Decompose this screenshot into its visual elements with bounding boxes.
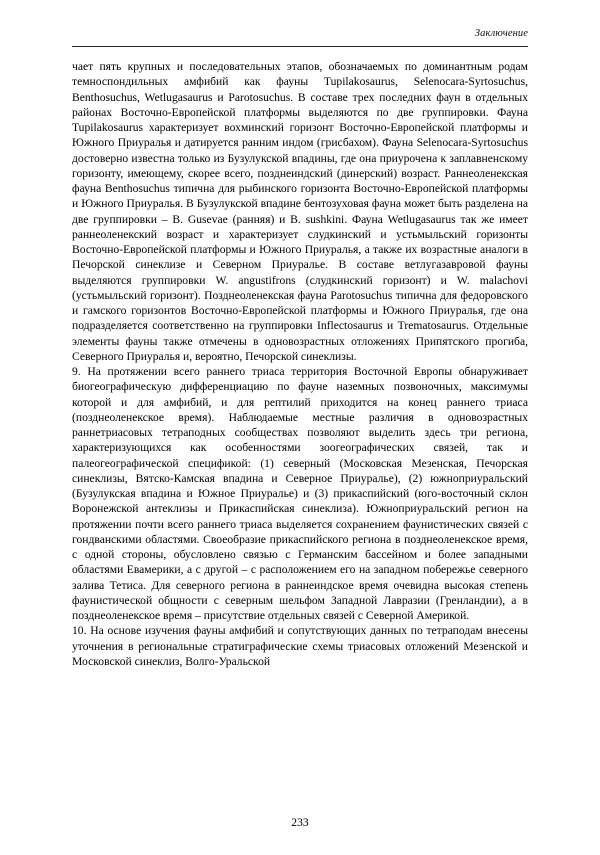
paragraph-item-9: 9. На протяжении всего раннего триаса территория Восточной Европы обнаруживает биогеографическую дифференциацию по фауне наземных позвоночных, максимумы которой и для амфибий, и для рептилий приходится на конец раннего триаса (позднеоленекское время). Наблюдаемые местные различия в одновозрастных раннетриасовых тетраподных сообществах позволяют выделить здесь три региона, характеризующихся как особенностями зоогеографических связей, так и палеогеографической спецификой: (1) северный (Московская Мезенская, Печорская синеклизы, Вятско-Камская впадина и Северное Приуралье), (2) южноприуральский (Бузулукская впадина и Южное Приуралье) и (3) прикаспийский (юго-восточный склон Воронежской антеклизы и Прикаспийская синеклиза). Южноприуральский регион на протяжении почти всего раннего триаса выделяется сохранением фаунистических связей с гондванскими областями. Своеобразие прикаспийского региона в позднеоленекское время, с одной стороны, обусловлено связью с Германским бассейном и более западными областями Евамерики, а с другой – с расположением его на западном побережье северного залива Тетиса. Для северного региона в раннеиндское время очевидна высокая степень фаунистической общности с северным шельфом Западной Лавразии (Гренландии), а в позднеоленекское время – присутствие отдельных связей с Северной Америкой. [72, 365, 528, 622]
running-head: Заключение [474, 28, 528, 39]
body-text [72, 59, 528, 669]
page-number: 233 [291, 816, 309, 829]
header-rule [72, 46, 528, 47]
paragraph-continued: чает пять крупных и последовательных этапов, обозначаемых по доминантным родам темноспондильных амфибий как фауны Tupilakosaurus, Selenocara-Syrtosuchus, Benthosuchus, Wetlugasaurus и Parotosuchus. В составе трех последних фаун в отдельных районах Восточно-Европейской платформы выделяются по две группировки. Фауна Tupilakosaurus характеризует вохминский горизонт Восточно-Европейской платформы и Южного Приуралья и датируется ранним индом (грисбахом). Фауна Selenocara-Syrtosuchus достоверно известна только из Бузулукской впадины, где она приурочена к заплавненскому горизонту, имеющему, скорее всего, позднеиндский (динерский) возраст. Раннеоленекская фауна Benthosuchus типична для рыбинского горизонта Восточно-Европейской платформы и Южного Приуралья. В Бузулукской впадине бентозуховая фауна может быть разделена на две группировки – B. Gusevae (ранняя) и B. sushkini. Фауна Wetlugasaurus так же имеет раннеоленекский возраст и характеризует слудкинский и устьмыльский горизонты Восточно-Европейской платформы и Южного Приуралья, а также их возрастные аналоги в Печорской синеклизе и Северном Приуралье. В составе ветлугазавровой фауны выделяются группировки W. angustifrons (слудкинский горизонт) и W. malachovi (устьмыльский горизонт). Позднеоленекская фауна Parotosuchus типична для федоровского и гамского горизонтов Восточно-Европейской платформы и Южного Приуралья, где она подразделяется соответственно на группировки Inflectosaurus и Trematosaurus. Отдельные элементы фауны также отмечены в одновозрастных отложениях Припятского прогиба, Северного Приуралья и, вероятно, Печорской синеклизы. [72, 60, 528, 363]
paragraph-item-10: 10. На основе изучения фауны амфибий и сопутствующих данных по тетраподам внесены уточнения в региональные стратиграфические схемы триасовых отложений Мезенской и Московской синеклиз, Волго-Уральской [72, 624, 528, 668]
